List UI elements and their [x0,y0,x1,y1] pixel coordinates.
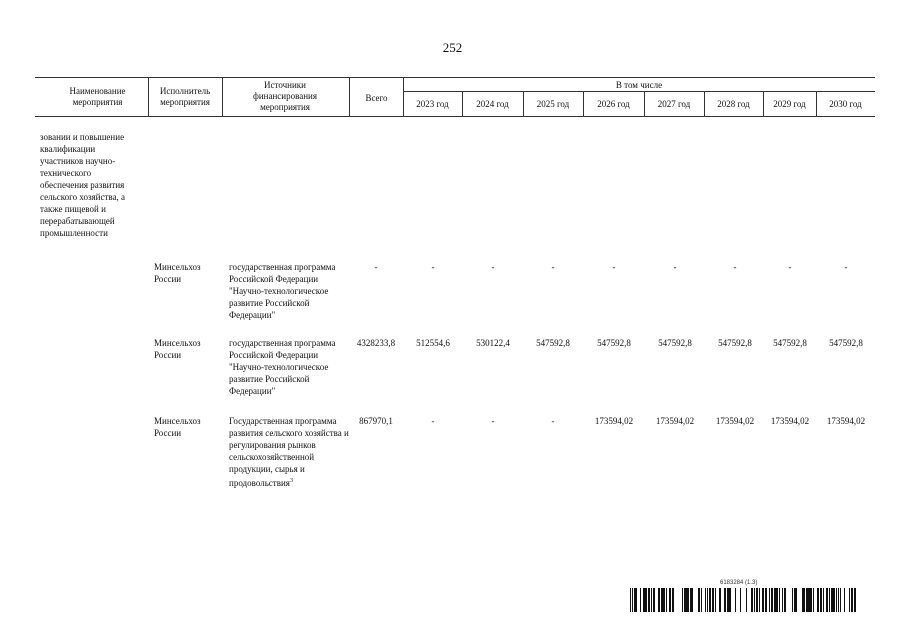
barcode-caption: 6183284 (1.3) [720,580,758,586]
barcode-bar [832,588,833,612]
year-value-cell: 547592,8 [773,338,807,348]
barcode-bar [772,588,773,612]
header-funding-sources: Источники финансирования мероприятия [253,80,317,112]
year-value-cell: - [431,262,435,272]
barcode-bar [820,588,822,612]
barcode-bar [701,588,702,612]
years-subheader-rule [403,91,875,92]
barcode-bar [782,588,783,612]
barcode-bar [833,588,835,612]
barcode-bar [710,588,711,612]
barcode-bar [666,588,667,612]
barcode-bar [663,588,665,612]
barcode-bar [653,588,655,612]
header-year: 2027 год [657,99,691,109]
barcode-bar [774,588,776,612]
barcode-bar [634,588,635,612]
barcode-bar [705,588,706,612]
barcode-bar [643,588,644,612]
barcode-bar [807,588,808,612]
year-value-cell: - [491,262,495,272]
barcode-bar [644,588,645,612]
funding-source-cell: государственная программа Российской Федерации "Научно-технологическое развитие Российской Федерации" [229,338,336,396]
funding-source-cell [229,415,349,489]
barcode-bar [707,588,708,612]
barcode-bar [776,588,778,612]
barcode-bar [669,588,671,612]
barcode-bar [725,588,726,612]
barcode-bar [840,588,841,612]
header-year: 2029 год [773,99,806,109]
barcode-bar [803,588,805,612]
barcode-bar [645,588,647,612]
header-year: 2025 год [536,99,570,109]
header-activity-name: Наименование мероприятия [69,86,126,107]
barcode-bar [826,588,828,612]
barcode-bar [769,588,770,612]
barcode-icon [630,588,858,612]
year-value-cell: 173594,02 [594,416,634,426]
barcode-bar [785,588,786,612]
barcode-bar [685,588,687,612]
executor-cell: Минсельхоз России [154,416,201,438]
header-divider [222,77,223,116]
funding-source-text: Государственная программа развития сельского хозяйства и регулирования рынков сельскохозяйственной продукции, сырья и продовольствия [229,416,349,488]
barcode-bar [729,588,731,612]
year-value-cell: 173594,02 [770,416,810,426]
barcode-bar [779,588,780,612]
barcode-bar [715,588,716,612]
barcode-bar [751,588,753,612]
barcode-bar [765,588,767,612]
barcode-bar [756,588,758,612]
barcode-bar [784,588,785,612]
barcode-bar [813,588,814,612]
header-year: 2026 год [597,99,630,109]
year-value-cell: - [551,416,555,426]
header-divider [148,77,149,116]
year-value-cell: - [431,416,435,426]
year-value-cell: - [844,262,848,272]
page-number: 252 [442,40,463,55]
year-value-cell: 173594,02 [826,416,866,426]
header-executor: Исполнитель мероприятия [159,86,211,107]
barcode-bar [635,588,637,612]
header-year: 2030 год [829,99,862,109]
header-year: 2024 год [476,99,509,109]
footnote-marker: 3 [289,478,293,484]
activity-name-cell: зовании и повышение квалификации участников научно-технического обеспечения развития сельского хозяйства, а также пищевой и перерабатывающей промышленности [40,132,126,238]
total-cell: - [374,262,378,272]
header-including: В том числе [615,80,663,90]
year-value-cell: 512554,6 [416,338,450,348]
header-year: 2023 год [416,99,449,109]
barcode-bar [831,588,832,612]
year-value-cell: 547592,8 [829,338,863,348]
barcode-bar [823,588,824,612]
barcode-bar [712,588,714,612]
barcode-bar [728,588,729,612]
barcode-bar [794,588,796,612]
header-bottom-rule [35,116,875,117]
barcode-bar [630,588,631,612]
barcode-bar [838,588,839,612]
barcode-bar [808,588,810,612]
barcode-bar [651,588,652,612]
barcode-bar [844,588,845,612]
barcode-bar [836,588,837,612]
barcode-bar [851,588,853,612]
barcode-bar [802,588,803,612]
barcode-bar [810,588,812,612]
barcode-bar [792,588,793,612]
barcode-bar [719,588,721,612]
barcode-bar [698,588,700,612]
barcode-bar [806,588,807,612]
barcode-bar [682,588,683,612]
executor-cell: Минсельхоз России [154,338,201,360]
barcode-bar [691,588,693,612]
barcode-bar [854,588,856,612]
year-value-cell: 547592,8 [597,338,631,348]
year-value-cell: 530122,4 [476,338,510,348]
barcode-bar [684,588,685,612]
barcode-bar [746,588,747,612]
barcode-bar [690,588,691,612]
year-value-cell: - [551,262,555,272]
barcode-bar [735,588,736,612]
year-value-cell: - [673,262,677,272]
barcode-bar [762,588,764,612]
barcode-bar [759,588,760,612]
barcode-bar [849,588,850,612]
executor-cell: Минсельхоз России [154,262,201,284]
year-value-cell: - [491,416,495,426]
year-value-cell: - [733,262,737,272]
year-value-cell: 173594,02 [715,416,755,426]
barcode-bar [829,588,830,612]
year-value-cell: 547592,8 [658,338,692,348]
total-cell: 867970,1 [359,416,393,426]
barcode-bar [727,588,728,612]
barcode-bar [661,588,663,612]
year-value-cell: 547592,8 [718,338,752,348]
barcode-bar [817,588,819,612]
barcode-bar [687,588,688,612]
barcode-bar [771,588,772,612]
barcode-bar [640,588,641,612]
barcode-bar [673,588,674,612]
barcode-bar [688,588,689,612]
funding-source-cell: государственная программа Российской Федерации "Научно-технологическое развитие Российской Федерации" [229,262,336,320]
header-total: Всего [365,93,388,103]
barcode-bar [740,588,741,612]
barcode-bar [724,588,725,612]
table-top-rule [35,77,875,78]
header-year: 2028 год [717,99,750,109]
barcode-bar [672,588,673,612]
barcode-bar [796,588,797,612]
barcode-bar [754,588,755,612]
year-value-cell: 547592,8 [536,338,570,348]
total-cell: 4328233,8 [356,338,396,348]
barcode-bar [658,588,660,612]
barcode-bar [648,588,650,612]
barcode-bar [632,588,633,612]
year-value-cell: - [612,262,616,272]
barcode-bar [709,588,710,612]
year-value-cell: - [788,262,792,272]
year-value-cell: 173594,02 [655,416,695,426]
